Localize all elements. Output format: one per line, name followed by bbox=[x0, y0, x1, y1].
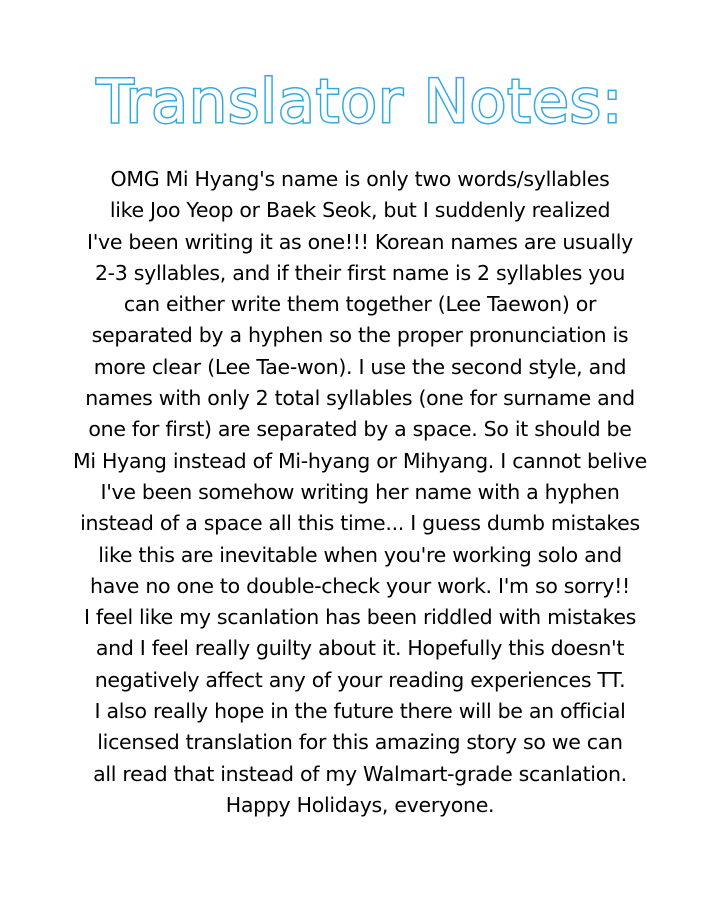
note-line: all read that instead of my Walmart-grade scanlation. bbox=[93, 761, 627, 786]
note-line: names with only 2 total syllables (one for surname and bbox=[85, 386, 635, 411]
note-line: separated by a hyphen so the proper pronunciation is bbox=[91, 323, 629, 348]
note-line: more clear (Lee Tae-won). I use the second style, and bbox=[93, 354, 627, 379]
note-line: and I feel really guilty about it. Hopefully this doesn't bbox=[95, 636, 625, 661]
note-line: I've been somehow writing her name with a hyphen bbox=[100, 479, 620, 504]
note-line: I've been writing it as one!!! Korean names are usually bbox=[86, 229, 634, 254]
note-line: negatively affect any of your reading experiences TT. bbox=[94, 667, 626, 692]
note-line: can either write them together (Lee Taewon) or bbox=[123, 292, 597, 317]
note-line: like this are inevitable when you're working solo and bbox=[98, 542, 622, 567]
note-line: have no one to double-check your work. I'm so sorry!! bbox=[90, 573, 630, 598]
note-line: Happy Holidays, everyone. bbox=[225, 792, 495, 817]
note-line: 2-3 syllables, and if their first name is 2 syllables you bbox=[94, 260, 626, 285]
note-line: like Joo Yeop or Baek Seok, but I suddenly realized bbox=[109, 198, 611, 223]
page-title: Translator Notes: bbox=[96, 67, 624, 137]
note-line: I feel like my scanlation has been riddled with mistakes bbox=[83, 605, 637, 630]
note-line: OMG Mi Hyang's name is only two words/syllables bbox=[110, 167, 610, 191]
note-line: instead of a space all this time... I guess dumb mistakes bbox=[80, 511, 640, 536]
note-line: one for first) are separated by a space. So it should be bbox=[88, 417, 632, 442]
note-line: Mi Hyang instead of Mi-hyang or Mihyang. I cannot belive bbox=[73, 448, 647, 473]
note-line: licensed translation for this amazing story so we can bbox=[97, 730, 623, 755]
note-body bbox=[40, 164, 680, 821]
note-line: I also really hope in the future there will be an official bbox=[94, 699, 626, 724]
